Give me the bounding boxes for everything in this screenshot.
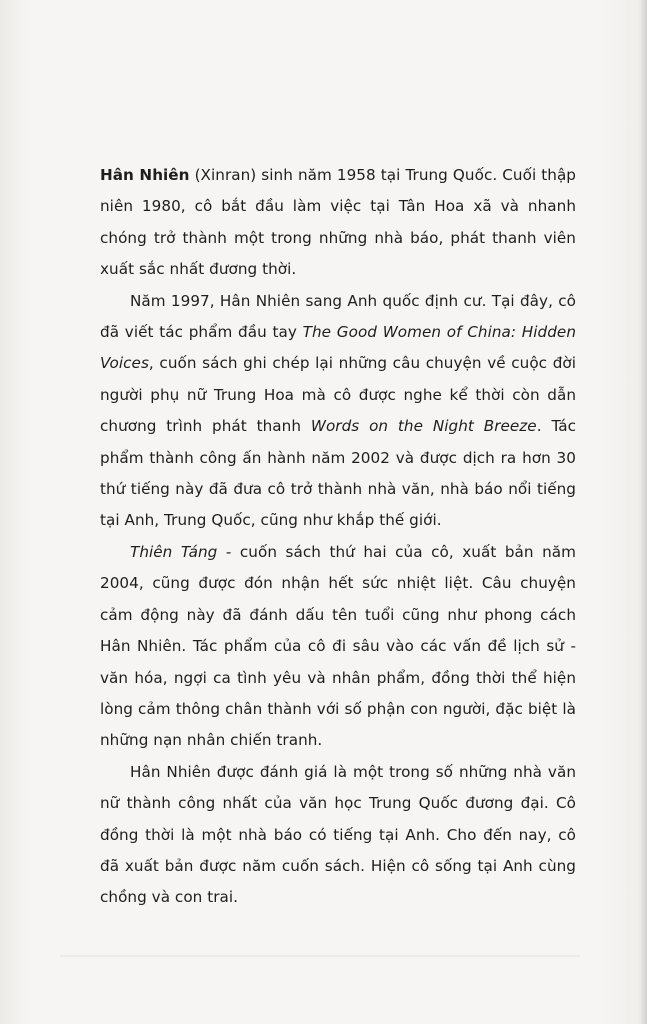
bio-paragraph-3-text: - cuốn sách thứ hai của cô, xuất bản năm 2004, cũng được đón nhận hết sức nhiệt liệt. Câu chuyện cảm động này đã đánh dấu tên tuổi cũng như phong cách Hân Nhiên. Tác phẩm của cô đi sâu vào các vấn đề lịch sử - văn hóa, ngợi ca tình yêu và nhân phẩm, đồng thời thể hiện lòng cảm thông chân thành với số phận con người, đặc biệt là những nạn nhân chiến tranh. xyxy=(100,542,576,750)
author-name: Hân Nhiên xyxy=(100,166,190,184)
bio-paragraph-2 xyxy=(100,286,576,537)
second-book-title: Thiên Táng xyxy=(130,542,218,561)
author-bio xyxy=(100,160,576,914)
bio-paragraph-2-text-c: . Tác phẩm thành công ấn hành năm 2002 và được dịch ra hơn 30 thứ tiếng này đã đưa cô trở thành nhà văn, nhà báo nổi tiếng tại Anh, Trung Quốc, cũng như khắp thế giới. xyxy=(100,417,577,530)
bio-paragraph-1 xyxy=(100,160,576,286)
first-book-title: The Good Women of China: Hidden Voices xyxy=(100,323,576,373)
page-edge-shadow xyxy=(639,0,647,1024)
bio-paragraph-4-text: Hân Nhiên được đánh giá là một trong số những nhà văn nữ thành công nhất của văn học Trung Quốc đương đại. Cô đồng thời là một nhà báo có tiếng tại Anh. Cho đến nay, cô đã xuất bản được năm cuốn sách. Hiện cô sống tại Anh cùng chồng và con trai. xyxy=(100,762,576,907)
bio-paragraph-2-text-a: Năm 1997, Hân Nhiên sang Anh quốc định cư. Tại đây, cô đã viết tác phẩm đầu tay xyxy=(100,291,576,342)
radio-show-title: Words on the Night Breeze xyxy=(310,417,537,436)
print-smudge xyxy=(60,955,580,957)
bio-paragraph-2-text-b: , cuốn sách ghi chép lại những câu chuyện về cuộc đời người phụ nữ Trung Hoa mà cô được nghe kể thời còn dẫn chương trình phát thanh xyxy=(100,354,576,436)
bio-paragraph-3 xyxy=(100,537,576,757)
bio-paragraph-4 xyxy=(100,757,576,914)
bio-paragraph-1-text: (Xinran) sinh năm 1958 tại Trung Quốc. Cuối thập niên 1980, cô bắt đầu làm việc tại Tân Hoa xã và nhanh chóng trở thành một trong những nhà báo, phát thanh viên xuất sắc nhất đương thời. xyxy=(100,166,576,279)
